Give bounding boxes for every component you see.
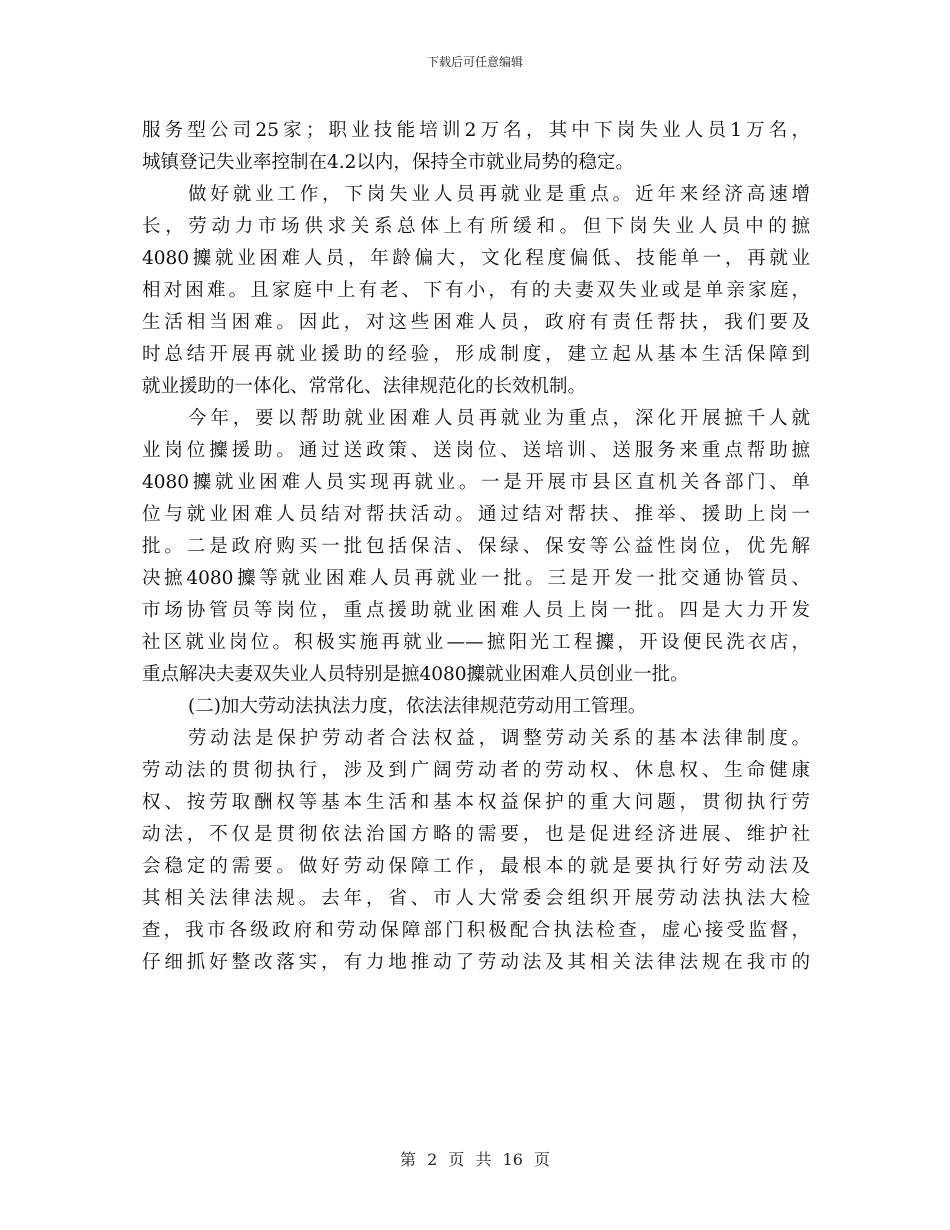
text-line: 时总结开展再就业援助的经验，形成制度，建立起从基本生活保障到 (142, 344, 810, 365)
text-line: (二)加大劳动法执法力度，依法法律规范劳动用工管理。 (188, 696, 647, 717)
text-line: 决摭4080攗等就业困难人员再就业一批。三是开发一批交通协管员、 (142, 568, 810, 589)
text-line: 4080攗就业困难人员，年龄偏大，文化程度偏低、技能单一，再就业 (142, 248, 810, 269)
text-line: 相对困难。且家庭中上有老、下有小，有的夫妻双失业或是单亲家庭， (142, 280, 810, 301)
text-line: 会稳定的需要。做好劳动保障工作，最根本的就是要执行好劳动法及 (142, 856, 810, 877)
text-line: 业岗位攗援助。通过送政策、送岗位、送培训、送服务来重点帮助摭 (142, 440, 810, 461)
page-header: 下载后可任意编辑 (426, 55, 523, 69)
text-line: 查，我市各级政府和劳动保障部门积极配合执法检查，虚心接受监督， (142, 920, 810, 941)
text-line: 做好就业工作，下岗失业人员再就业是重点。近年来经济高速增 (188, 184, 810, 205)
text-line: 服务型公司25家；职业技能培训2万名，其中下岗失业人员1万名， (142, 120, 810, 141)
text-line: 4080攗就业困难人员实现再就业。一是开展市县区直机关各部门、单 (142, 472, 810, 493)
text-line: 权、按劳取酬权等基本生活和基本权益保护的重大问题，贯彻执行劳 (142, 792, 810, 813)
text-line: 仔细抓好整改落实，有力地推动了劳动法及其相关法律法规在我市的 (142, 952, 810, 973)
text-line: 市场协管员等岗位，重点援助就业困难人员上岗一批。四是大力开发 (142, 600, 810, 621)
page-footer: 第 2 页 共 16 页 (400, 1150, 550, 1169)
text-line: 长，劳动力市场供求关系总体上有所缓和。但下岗失业人员中的摭 (142, 216, 810, 237)
text-line: 重点解决夫妻双失业人员特别是摭4080攗就业困难人员创业一批。 (142, 664, 689, 685)
text-line: 就业援助的一体化、常常化、法律规范化的长效机制。 (142, 376, 587, 397)
text-line: 劳动法的贯彻执行，涉及到广阔劳动者的劳动权、休息权、生命健康 (142, 760, 810, 781)
text-line: 今年，要以帮助就业困难人员再就业为重点，深化开展摭千人就 (188, 408, 810, 429)
text-line: 生活相当困难。因此，对这些困难人员，政府有责任帮扶，我们要及 (142, 312, 810, 333)
text-line: 劳动法是保护劳动者合法权益，调整劳动关系的基本法律制度。 (188, 728, 810, 749)
document-body (142, 115, 810, 979)
text-line: 社区就业岗位。积极实施再就业——摭阳光工程攗，开设便民洗衣店， (142, 632, 810, 653)
text-line: 动法，不仅是贯彻依法治国方略的需要，也是促进经济进展、维护社 (142, 824, 810, 845)
text-line: 其相关法律法规。去年，省、市人大常委会组织开展劳动法执法大检 (142, 888, 810, 909)
text-line: 位与就业困难人员结对帮扶活动。通过结对帮扶、推举、援助上岗一 (142, 504, 810, 525)
text-line: 批。二是政府购买一批包括保洁、保绿、保安等公益性岗位，优先解 (142, 536, 810, 557)
text-line: 城镇登记失业率控制在4.2以内，保持全市就业局势的稳定。 (142, 152, 634, 173)
